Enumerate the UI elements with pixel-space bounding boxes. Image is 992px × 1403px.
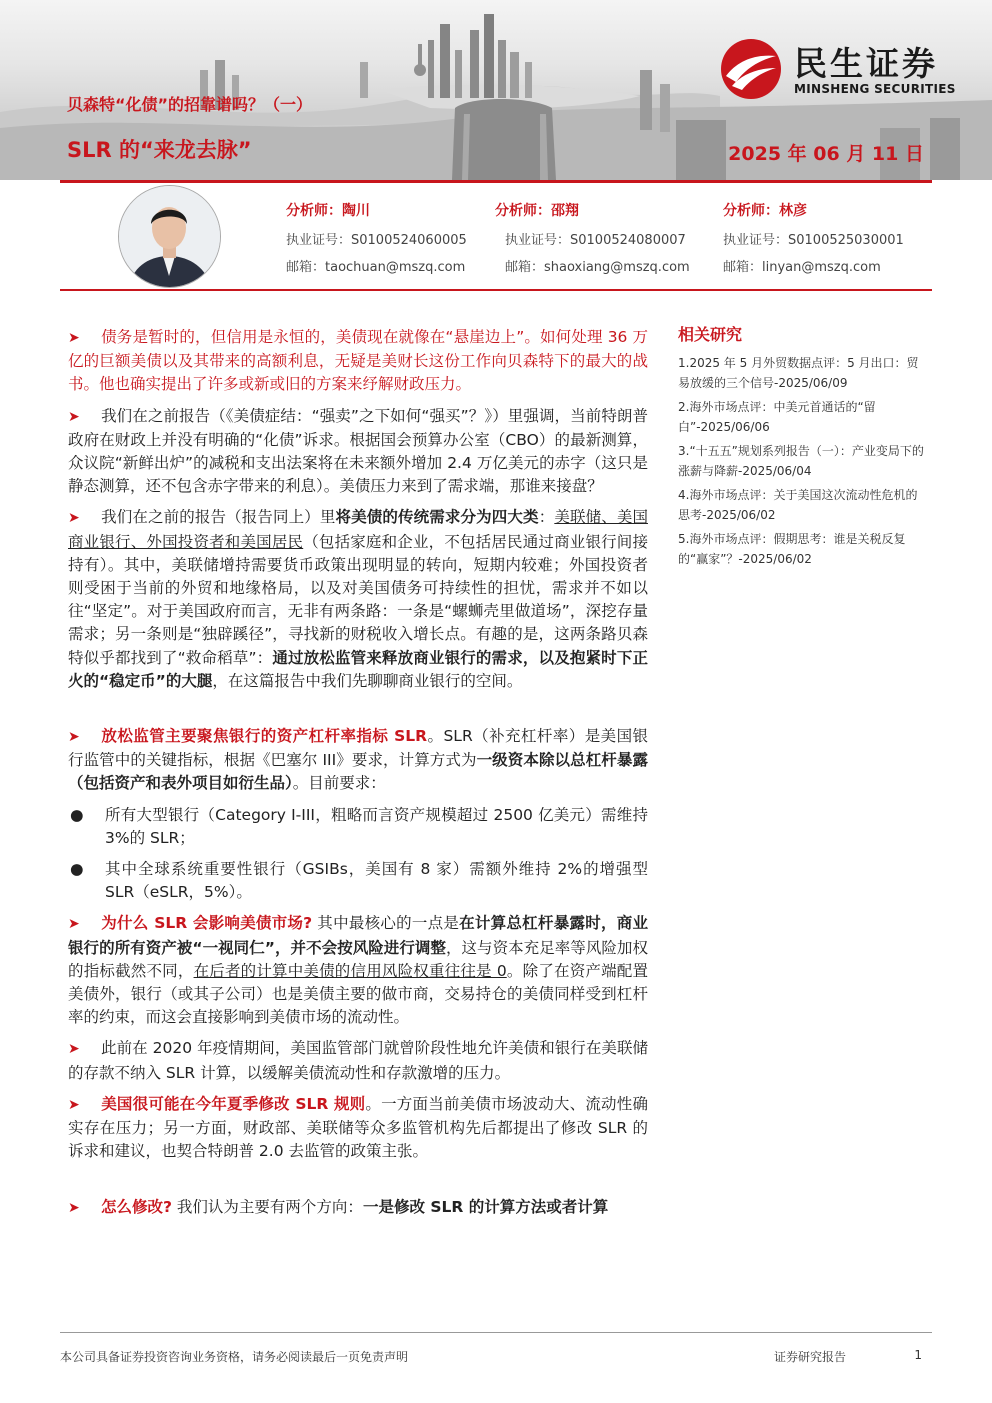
arrow-bullet-icon: ➤ xyxy=(68,1096,80,1113)
minsheng-logo xyxy=(718,38,968,100)
analyst-email[interactable]: 邮箱：taochuan@mszq.com xyxy=(286,260,466,275)
logo-text-en: MINSHENG SECURITIES xyxy=(794,82,956,96)
logo-text-cn: 民生证券 xyxy=(794,44,938,83)
report-date: 2025 年 06 月 11 日 xyxy=(728,143,924,165)
analyst-email[interactable]: 邮箱：linyan@mszq.com xyxy=(723,260,881,275)
analyst-card-3 xyxy=(723,200,904,283)
body-paragraph: ➤ 此前在 2020 年疫情期间，美国监管部门就曾阶段性地允许美债和银行在美联储的存款不纳入 SLR 计算，以缓解美债流动性和存款激增的压力。 xyxy=(68,1039,648,1082)
analyst-avatar xyxy=(118,185,221,288)
arrow-bullet-icon: ➤ xyxy=(68,729,80,746)
footer-divider xyxy=(60,1332,932,1333)
report-title: SLR 的“来龙去脉” xyxy=(67,138,252,162)
header-banner xyxy=(0,0,992,180)
bullet-item: ● 其中全球系统重要性银行（GSIBs，美国有 8 家）需额外维持 2%的增强型 SLR（eSLR，5%）。 xyxy=(70,860,648,902)
analyst-name: 分析师：林彦 xyxy=(723,203,807,219)
sidebar-title: 相关研究 xyxy=(678,325,743,344)
body-paragraph: ➤ 放松监管主要聚焦银行的资产杠杆率指标 SLR。SLR（补充杠杆率）是美国银行监管中的关键指标，根据《巴塞尔 III》要求，计算方式为一级资本除以总杠杆暴露（包括资产和表外项目如衍生品）。目前要求： xyxy=(68,727,649,793)
bullet-item: ● 所有大型银行（Category I-III，粗略而言资产规模超过 2500 亿美元）需维持 3%的 SLR； xyxy=(70,805,648,847)
arrow-bullet-icon: ➤ xyxy=(68,408,80,425)
related-research-item[interactable]: 2.海外市场点评：中美元首通话的“留白”-2025/06/06 xyxy=(678,400,876,434)
analyst-name: 分析师：陶川 xyxy=(286,203,370,219)
summary-paragraph: ➤ 债务是暂时的，但信用是永恒的，美债现在就像在“悬崖边上”。如何处理 36 万亿的巨额美债以及其带来的高额利息，无疑是美财长这份工作向贝森特下的最大的战书。他也确实提出了许多或新或旧的方案来纾解财政压力。 xyxy=(68,328,648,394)
related-research-item[interactable]: 4.海外市场点评：关于美国这次流动性危机的思考-2025/06/02 xyxy=(678,488,918,522)
analyst-divider xyxy=(60,289,932,291)
analyst-cert: 执业证号：S0100524080007 xyxy=(505,233,686,248)
related-research-item[interactable]: 5.海外市场点评：假期思考：谁是关税反复的“赢家”？-2025/06/02 xyxy=(678,532,906,566)
analyst-photo xyxy=(119,186,220,287)
arrow-bullet-icon: ➤ xyxy=(68,916,80,933)
analyst-name: 分析师：邵翔 xyxy=(495,203,579,219)
spacer xyxy=(68,701,648,725)
related-research-item[interactable]: 1.2025 年 5 月外贸数据点评：5 月出口：贸易放缓的三个信号-2025/06/09 xyxy=(678,356,919,390)
analyst-cert: 执业证号：S0100525030001 xyxy=(723,233,904,248)
analyst-card-2 xyxy=(495,200,690,283)
minsheng-emblem-icon xyxy=(718,38,784,100)
page-number: 1 xyxy=(914,1348,922,1362)
dot-bullet-icon: ● xyxy=(70,805,84,824)
arrow-bullet-icon: ➤ xyxy=(68,510,80,527)
arrow-bullet-icon: ➤ xyxy=(68,1041,80,1058)
body-paragraph: ➤ 为什么 SLR 会影响美债市场? 其中最核心的一点是在计算总杠杆暴露时，商业银行的所有资产被“一视同仁”，并不会按风险进行调整，这与资本充足率等风险加权的指标截然不同，在后者的计算中美债的信用风险权重往往是 0。除了在资产端配置美债外，银行（或其子公司）也是美债主要的做市商，交易持仓的美债同样受到杠杆率的约束，而这会直接影响到美债市场的流动性。 xyxy=(68,914,648,1027)
body-paragraph: ➤ 美国很可能在今年夏季修改 SLR 规则。一方面当前美债市场波动大、流动性确实存在压力；另一方面，财政部、美联储等众多监管机构先后都提出了修改 SLR 的诉求和建议，也契合特朗普 2.0 去监管的政策主张。 xyxy=(68,1094,648,1161)
report-body xyxy=(68,326,648,1228)
disclaimer-notice: 本公司具备证券投资咨询业务资格，请务必阅读最后一页免责声明 xyxy=(60,1350,409,1364)
dot-bullet-icon: ● xyxy=(70,860,84,879)
report-series-title: 贝森特“化债”的招靠谱吗？（一） xyxy=(67,95,313,114)
spacer xyxy=(68,1172,648,1196)
analyst-email[interactable]: 邮箱：shaoxiang@mszq.com xyxy=(505,260,690,275)
report-type-label: 证券研究报告 xyxy=(774,1350,847,1364)
related-research-sidebar xyxy=(678,322,928,573)
arrow-bullet-icon: ➤ xyxy=(68,330,80,346)
analyst-cert: 执业证号：S0100524060005 xyxy=(286,233,467,248)
header-divider xyxy=(60,180,932,183)
arrow-bullet-icon: ➤ xyxy=(68,1199,80,1216)
analyst-card-1 xyxy=(286,200,467,283)
body-paragraph: ➤ 我们在之前的报告（报告同上）里将美债的传统需求分为四大类：美联储、美国商业银行、外国投资者和美国居民（包括家庭和企业，不包括居民通过商业银行间接持有）。其中，美联储增持需要货币政策出现明显的转向，短期内较难；外国投资者则受困于当前的外贸和地缘格局，以及对美国债务可持续性的担忧，需求并不如以往“坚定”。对于美国政府而言，无非有两条路：一条是“螺蛳壳里做道场”，深挖存量需求；另一条则是“独辟蹊径”，寻找新的财税收入增长点。有趣的是，这两条路贝森特似乎都找到了“救命稻草”：通过放松监管来释放商业银行的需求，以及抱紧时下正火的“稳定币”的大腿，在这篇报告中我们先聊聊商业银行的空间。 xyxy=(68,508,648,690)
body-paragraph: ➤ 怎么修改? 我们认为主要有两个方向：一是修改 SLR 的计算方法或者计算 xyxy=(68,1197,609,1216)
related-research-item[interactable]: 3.“十五五”规划系列报告（一）：产业变局下的涨薪与降薪-2025/06/04 xyxy=(678,444,924,478)
body-paragraph: ➤ 我们在之前报告（《美债症结：“强卖”之下如何“强买”？》）里强调，当前特朗普政府在财政上并没有明确的“化债”诉求。根据国会预算办公室（CBO）的最新测算，众议院“新鲜出炉”的减税和支出法案将在未来额外增加 2.4 万亿美元的赤字（这只是静态测算，还不包含赤字带来的利息）。美债压力来到了需求端，那谁来接盘？ xyxy=(68,406,648,496)
